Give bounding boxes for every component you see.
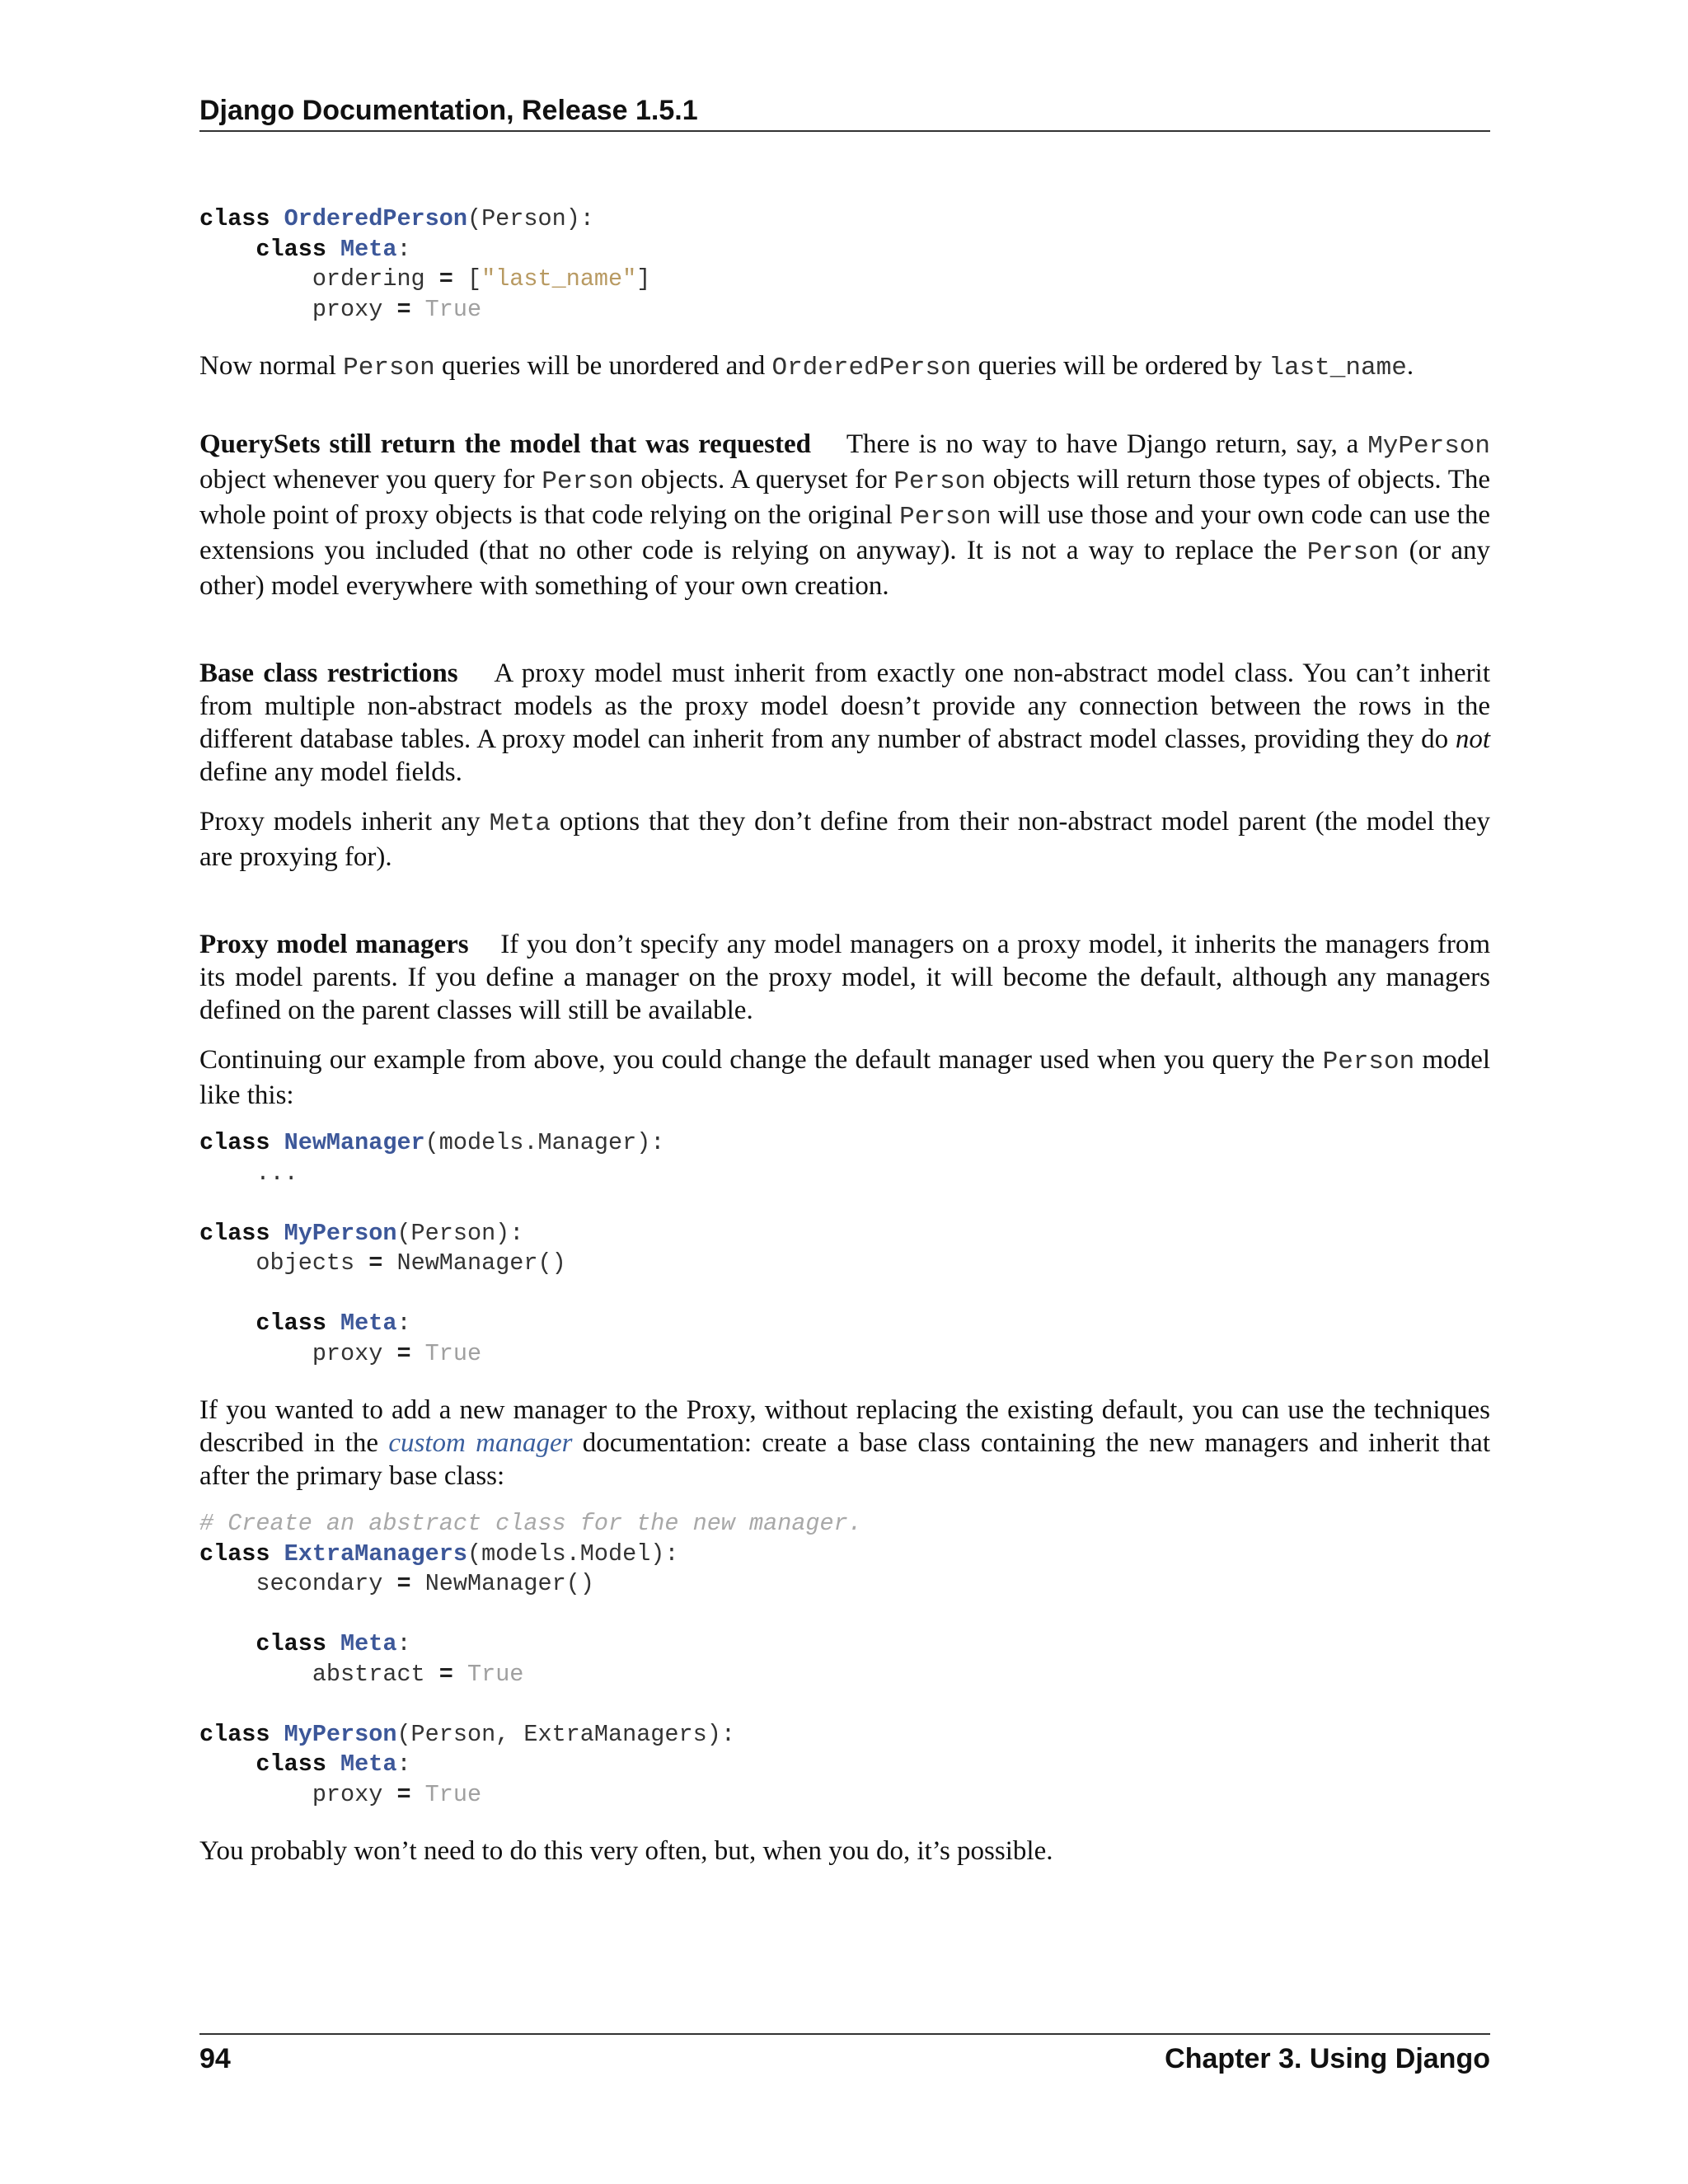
- code-text: :: [396, 1630, 411, 1657]
- code-keyword: class: [199, 1720, 270, 1748]
- inline-code: Person: [542, 467, 634, 496]
- code-line: [199, 265, 650, 293]
- code-class-name: ExtraManagers: [284, 1540, 467, 1568]
- inline-code: Person: [899, 503, 992, 532]
- text-run: Now normal: [199, 351, 344, 381]
- code-string: "last_name": [481, 265, 637, 293]
- code-class-name: MyPerson: [284, 1720, 397, 1748]
- code-keyword: class: [199, 1540, 270, 1568]
- code-text: NewManager(): [424, 1570, 594, 1597]
- code-text: proxy: [312, 1780, 383, 1808]
- code-constant: True: [424, 1780, 482, 1808]
- text-run: queries will be unordered and: [434, 351, 772, 381]
- code-text: proxy: [312, 295, 383, 323]
- code-indent: [199, 1750, 256, 1778]
- code-text: NewManager(): [396, 1249, 566, 1277]
- code-line: [199, 296, 481, 323]
- text-run: (or any other) model everywhere with something of your own creation.: [199, 536, 1490, 601]
- code-text: [: [467, 265, 482, 293]
- code-line: [199, 1129, 664, 1156]
- code-operator: =: [396, 1339, 411, 1367]
- paragraph-ordering: [199, 349, 1490, 385]
- code-operator: =: [438, 265, 453, 293]
- code-class-name: NewManager: [284, 1129, 425, 1156]
- code-text: (models.Model):: [467, 1540, 679, 1568]
- text-run: will use those and your own code can use the extensions you included (that no other code is relying on anyway). It is not a way to replace the: [199, 500, 1490, 565]
- code-line: [199, 205, 594, 232]
- code-operator: =: [396, 1780, 411, 1808]
- code-operator: =: [438, 1660, 453, 1688]
- code-line: [199, 1340, 481, 1367]
- paragraph-meta-inheritance: [199, 805, 1490, 874]
- code-text: :: [396, 1750, 411, 1778]
- text-run: queries will be ordered by: [971, 351, 1269, 381]
- code-line: [199, 1220, 523, 1247]
- code-text: abstract: [312, 1660, 425, 1688]
- code-block-extra-managers: [199, 1509, 1490, 1810]
- code-text: (Person):: [467, 205, 594, 232]
- code-line: [199, 1570, 594, 1597]
- code-indent: [199, 1630, 256, 1657]
- text-run: objects. A queryset for: [633, 465, 894, 494]
- running-header: Django Documentation, Release 1.5.1: [199, 95, 698, 126]
- code-indent: [199, 1249, 256, 1277]
- code-line: [199, 1750, 411, 1778]
- code-text: objects: [256, 1249, 355, 1277]
- text-run: There is no way to have Django return, say, a: [846, 429, 1368, 459]
- code-keyword: class: [199, 205, 270, 232]
- code-text: proxy: [312, 1339, 383, 1367]
- paragraph-extra-manager: [199, 1394, 1490, 1493]
- code-line: [199, 1540, 679, 1568]
- text-run: Proxy models inherit any: [199, 807, 490, 837]
- inline-code: Person: [1306, 538, 1400, 567]
- chapter-title: Chapter 3. Using Django: [1165, 2043, 1490, 2074]
- code-indent: [199, 1310, 256, 1337]
- code-text: (models.Manager):: [424, 1129, 665, 1156]
- section-proxy-model-managers: [199, 928, 1490, 1027]
- text-run: documentation: create a base class containing the new managers and inherit that after the primary base class:: [199, 1428, 1490, 1491]
- text-run: model like this:: [199, 1045, 1491, 1110]
- code-class-name: OrderedPerson: [284, 205, 467, 232]
- page-number: 94: [199, 2043, 231, 2074]
- code-indent: [199, 236, 256, 263]
- text-run: objects will return those types of objects. The whole point of proxy objects is that code relying on the original: [199, 465, 1490, 530]
- code-indent: [199, 265, 312, 293]
- code-line: [199, 1721, 735, 1748]
- code-indent: [199, 296, 312, 323]
- text-run: object whenever you query for: [199, 465, 542, 494]
- code-text: secondary: [256, 1570, 383, 1597]
- section-heading: QuerySets still return the model that was requested: [199, 429, 812, 459]
- code-line: [199, 1249, 566, 1277]
- header-rule: [199, 130, 1490, 132]
- inline-code: Meta: [489, 809, 551, 838]
- text-run: If you don’t specify any model managers on a proxy model, it inherits the managers from its model parents. If you define a manager on the proxy model, it will become the default, although any managers defined on the parent classes will still be available.: [199, 930, 1491, 1025]
- code-indent: [199, 1340, 312, 1367]
- code-line: ...: [199, 1159, 298, 1187]
- code-constant: True: [467, 1660, 524, 1688]
- page-content: [199, 204, 1490, 1868]
- code-constant: True: [424, 295, 482, 323]
- code-constant: True: [424, 1339, 482, 1367]
- code-keyword: class: [199, 1129, 270, 1156]
- code-operator: =: [368, 1249, 383, 1277]
- paragraph-default-manager: [199, 1043, 1490, 1112]
- code-line: [199, 236, 411, 263]
- code-keyword: class: [256, 1750, 326, 1778]
- code-class-name: Meta: [340, 1630, 397, 1657]
- code-text: :: [396, 235, 411, 263]
- text-run: define any model fields.: [199, 757, 462, 787]
- inline-code: Person: [1322, 1047, 1415, 1076]
- code-keyword: class: [256, 235, 326, 263]
- code-text: :: [396, 1310, 411, 1337]
- code-class-name: Meta: [340, 235, 397, 263]
- section-base-class-restrictions: [199, 657, 1490, 789]
- section-heading: Base class restrictions: [199, 658, 458, 688]
- code-indent: [199, 1781, 312, 1808]
- paragraph-final: You probably won’t need to do this very often, but, when you do, it’s possible.: [199, 1836, 1053, 1866]
- code-keyword: class: [256, 1310, 326, 1337]
- inline-code: Person: [343, 354, 435, 382]
- code-block-ordered-person: [199, 204, 1490, 325]
- code-indent: [199, 1570, 256, 1597]
- text-run: A proxy model must inherit from exactly one non-abstract model class. You can’t inherit from multiple non-abstract models as the proxy model doesn’t provide any connection between the rows in the different database tables. A proxy model can inherit from any number of abstract model classes, providing they do: [199, 658, 1490, 754]
- section-querysets: [199, 428, 1490, 602]
- code-operator: =: [396, 1570, 411, 1597]
- code-operator: =: [396, 295, 411, 323]
- code-indent: [199, 1661, 312, 1688]
- code-text: (Person):: [396, 1219, 524, 1247]
- custom-manager-link[interactable]: custom manager: [388, 1428, 573, 1458]
- code-comment: # Create an abstract class for the new manager.: [199, 1510, 862, 1537]
- code-line: [199, 1781, 481, 1808]
- code-line: [199, 1661, 523, 1688]
- code-text: ordering: [312, 265, 425, 293]
- code-text: ]: [636, 265, 651, 293]
- text-run: Continuing our example from above, you could change the default manager used when you query the: [199, 1045, 1323, 1075]
- code-text: (Person, ExtraManagers):: [396, 1720, 735, 1748]
- code-class-name: Meta: [340, 1750, 397, 1778]
- code-class-name: MyPerson: [284, 1219, 397, 1247]
- code-class-name: Meta: [340, 1310, 397, 1337]
- code-keyword: class: [256, 1630, 326, 1657]
- inline-code: Person: [893, 467, 986, 496]
- emphasis: not: [1455, 724, 1490, 754]
- inline-code: last_name: [1268, 354, 1407, 382]
- text-run: options that they don’t define from their non-abstract model parent (the model they are proxying for).: [199, 807, 1490, 872]
- code-block-new-manager: [199, 1128, 1490, 1369]
- code-keyword: class: [199, 1219, 270, 1247]
- text-run: .: [1406, 351, 1414, 381]
- text-run: If you wanted to add a new manager to the Proxy, without replacing the existing default, you can use the techniques described in the: [199, 1395, 1490, 1458]
- code-line: [199, 1310, 411, 1337]
- inline-code: OrderedPerson: [771, 354, 972, 382]
- footer-rule: [199, 2033, 1490, 2035]
- section-heading: Proxy model managers: [199, 930, 469, 959]
- code-line: [199, 1630, 411, 1657]
- inline-code: MyPerson: [1367, 432, 1491, 461]
